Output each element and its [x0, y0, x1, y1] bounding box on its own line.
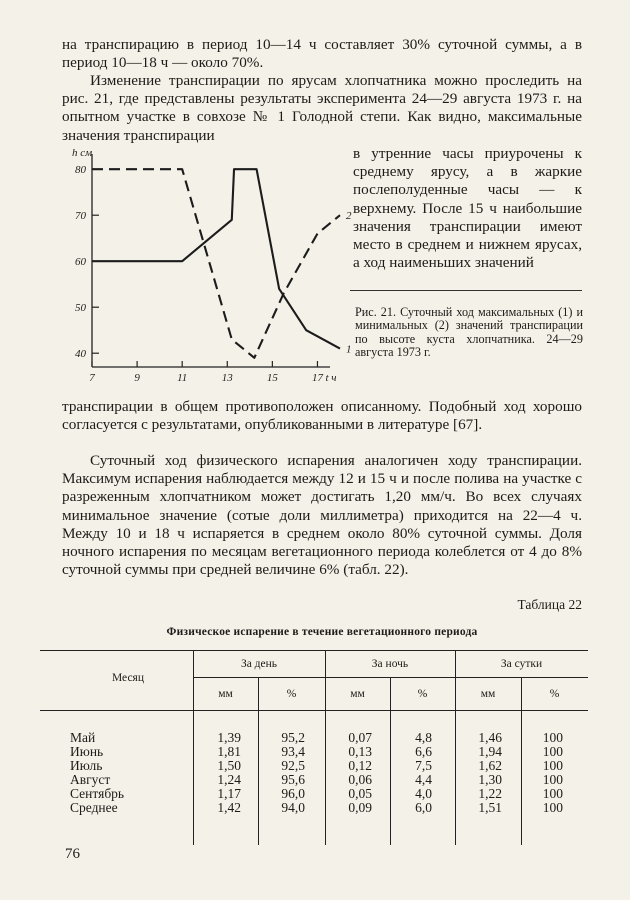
table-title: Физическое испарение в течение вегетационного периода — [166, 626, 478, 638]
cell-month: Август — [70, 772, 111, 787]
table-top-rule — [40, 650, 588, 651]
cell-value: 1,30 — [478, 772, 502, 787]
cell-value: 1,46 — [478, 730, 502, 745]
cell-value: 0,05 — [348, 786, 372, 801]
cell-value: 1,81 — [217, 744, 241, 759]
cell-value: 92,5 — [281, 758, 305, 773]
subheader-percent: % — [417, 688, 428, 700]
cell-value: 4,8 — [415, 730, 432, 745]
x-axis-label: t ч — [325, 372, 337, 384]
cell-value: 1,24 — [217, 772, 241, 787]
series-label-2: 2 — [346, 210, 352, 223]
cell-value: 1,39 — [217, 730, 241, 745]
cell-month: Июнь — [70, 744, 104, 759]
subheader-mm: мм — [218, 688, 233, 700]
cell-month: Май — [70, 730, 96, 745]
x-tick-label: 9 — [134, 372, 140, 384]
cell-value: 0,07 — [348, 730, 372, 745]
series-line-1 — [92, 169, 340, 348]
cell-value: 1,42 — [217, 800, 241, 815]
y-axis-label: h см — [72, 147, 93, 159]
y-tick-label: 40 — [75, 348, 86, 361]
header-total: За сутки — [500, 658, 543, 670]
paragraph-2-end: транспирации в общем противоположен описанному. Подобный ход хорошо согласуется с результатами, опубликованными в литературе [67]. — [62, 398, 582, 434]
x-tick-label: 13 — [221, 372, 233, 384]
paragraph-2-side: в утренние часы приурочены к среднему ярусу, а в жаркие послеполуденные часы — к верхнему. После 15 ч наибольшие значения транспирации имеют место в среднем и нижнем ярусах, а ход наименьших значений — [353, 145, 582, 272]
cell-value: 0,12 — [348, 758, 372, 773]
cell-value: 100 — [542, 772, 563, 787]
cell-value: 6,6 — [415, 744, 432, 759]
cell-value: 0,13 — [348, 744, 372, 759]
cell-value: 93,4 — [281, 744, 305, 759]
paragraph-1: на транспирацию в период 10—14 ч составляет 30% суточной суммы, а в период 10—18 ч — около 70%. — [62, 36, 582, 72]
cell-value: 6,0 — [415, 800, 432, 815]
cell-value: 1,94 — [478, 744, 502, 759]
page-number: 76 — [65, 846, 80, 862]
cell-value: 100 — [542, 744, 563, 759]
paragraph-2: Изменение транспирации по ярусам хлопчатника можно проследить на рис. 21, где представлены результаты эксперимента 24—29 августа 1973 г. на опытном участке в совхозе № 1 Голодной степи. Как видно, максимальные значения транспирации — [62, 72, 582, 144]
cell-value: 0,06 — [348, 772, 372, 787]
table-header-rule — [40, 710, 588, 711]
figure-caption: Рис. 21. Суточный ход максимальных (1) и минимальных (2) значений транспирации по высоте куста хлопчатника. 24—29 августа 1973 г. — [355, 305, 583, 360]
header-month: Месяц — [111, 672, 144, 684]
cell-value: 0,09 — [348, 800, 372, 815]
header-day: За день — [240, 658, 278, 670]
y-tick-label: 60 — [75, 256, 86, 269]
figure-21-chart — [50, 142, 352, 387]
cell-value: 1,22 — [478, 786, 502, 801]
y-tick-label: 50 — [75, 302, 86, 315]
subheader-percent: % — [286, 688, 297, 700]
subheader-mm: мм — [350, 688, 365, 700]
cell-value: 1,51 — [478, 800, 502, 815]
x-tick-label: 17 — [311, 372, 323, 384]
y-tick-label: 70 — [75, 210, 86, 223]
caption-rule — [350, 290, 582, 291]
x-tick-label: 7 — [89, 372, 95, 384]
series-label-1: 1 — [346, 343, 352, 356]
cell-value: 100 — [542, 730, 563, 745]
x-tick-label: 15 — [266, 372, 278, 384]
cell-value: 95,6 — [281, 772, 305, 787]
cell-value: 100 — [542, 786, 563, 801]
subheader-mm: мм — [480, 688, 496, 700]
cell-value: 100 — [542, 800, 563, 815]
cell-month: Среднее — [70, 800, 118, 815]
cell-month: Сентябрь — [70, 786, 125, 801]
table-label: Таблица 22 — [517, 597, 582, 612]
cell-value: 4,4 — [415, 772, 432, 787]
x-tick-label: 11 — [177, 372, 188, 384]
paragraph-3: Суточный ход физического испарения аналогичен ходу транспирации. Максимум испарения наблюдается между 12 и 15 ч и после полива на участке с разреженным хлопчатником может достигать 1,20 мм/ч. Во всех случаях минимальное значение (сотые доли миллиметра) приходится на 22—4 ч. Между 10 и 18 ч испаряется в среднем около 80% суточной суммы. Доля ночного испарения по месяцам вегетационного периода колеблется от 4 до 8% суточной суммы при средней величине 6% (табл. 22). — [62, 452, 582, 579]
cell-value: 96,0 — [281, 786, 305, 801]
cell-value: 7,5 — [415, 758, 432, 773]
cell-value: 1,50 — [217, 758, 241, 773]
series-line-2 — [92, 169, 340, 358]
cell-month: Июль — [70, 758, 103, 773]
cell-value: 95,2 — [281, 730, 305, 745]
cell-value: 94,0 — [281, 800, 305, 815]
subheader-percent: % — [549, 688, 560, 700]
cell-value: 1,62 — [478, 758, 502, 773]
y-tick-label: 80 — [75, 164, 86, 177]
cell-value: 100 — [542, 758, 563, 773]
cell-value: 4,0 — [415, 786, 432, 801]
header-night: За ночь — [371, 658, 409, 670]
cell-value: 1,17 — [217, 786, 241, 801]
